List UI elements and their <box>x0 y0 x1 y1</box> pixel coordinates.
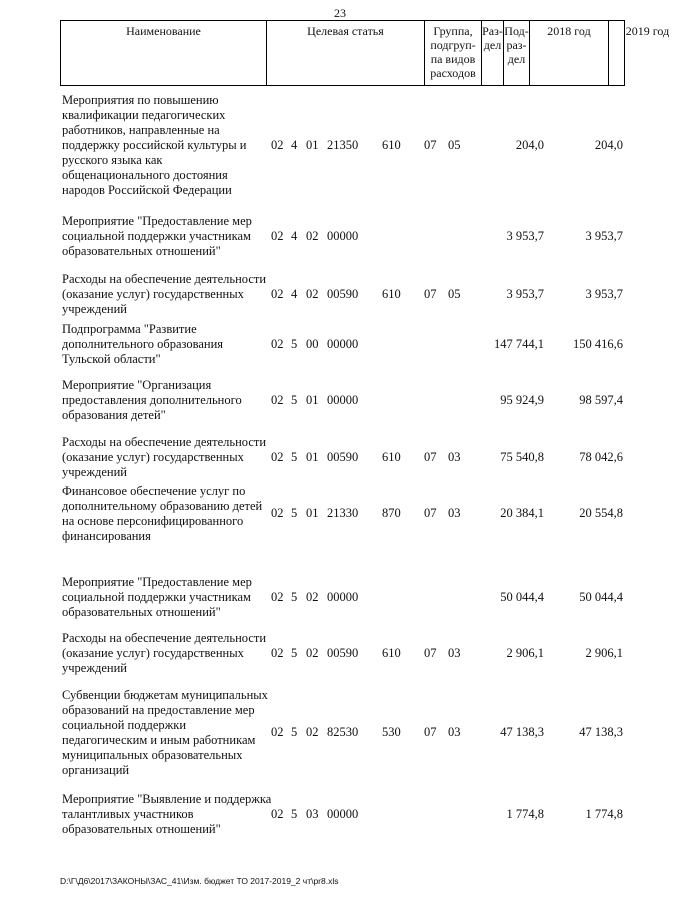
row-p4: 00000 <box>327 229 359 243</box>
table-row <box>60 435 625 484</box>
row-y2019: 1 774,8 <box>585 807 623 821</box>
row-p2: 4 <box>291 287 298 301</box>
row-p1: 02 <box>271 807 284 821</box>
row-p3: 01 <box>306 506 319 520</box>
row-p4: 21350 <box>327 138 359 152</box>
page-number: 23 <box>334 6 346 20</box>
row-name: Подпрограмма "Развитие дополнительного образования Тульской области" <box>62 322 224 366</box>
row-y2019: 20 554,8 <box>579 506 623 520</box>
table-row <box>60 322 625 378</box>
row-p4: 00590 <box>327 646 359 660</box>
row-p4: 82530 <box>327 725 359 739</box>
row-p1: 02 <box>271 138 284 152</box>
row-p3: 01 <box>306 138 319 152</box>
table-row <box>60 378 625 434</box>
row-p2: 5 <box>291 393 298 407</box>
header-group: Группа, подгруп- па видов расходов <box>424 21 481 85</box>
row-p1: 02 <box>271 506 284 520</box>
row-name: Расходы на обеспечение деятельности (оказание услуг) государственных учреждений <box>62 272 267 316</box>
row-p1: 02 <box>271 725 284 739</box>
header-target: Целевая статья <box>266 21 424 85</box>
row-name: Мероприятие "Предоставление мер социальной поддержки участникам образовательных отношений" <box>62 575 252 619</box>
row-y2018: 75 540,8 <box>500 450 544 464</box>
row-p4: 00000 <box>327 393 359 407</box>
table-row <box>60 688 625 791</box>
row-p2: 5 <box>291 450 298 464</box>
row-pr: 03 <box>448 450 461 464</box>
row-p3: 02 <box>306 725 319 739</box>
row-y2019: 50 044,4 <box>579 590 623 604</box>
row-group: 870 <box>382 506 401 520</box>
row-y2018: 3 953,7 <box>506 229 544 243</box>
row-y2019: 3 953,7 <box>585 229 623 243</box>
table-row <box>60 214 625 270</box>
table-row <box>60 484 625 574</box>
row-p2: 5 <box>291 590 298 604</box>
row-y2019: 2 906,1 <box>585 646 623 660</box>
row-group: 610 <box>382 138 401 152</box>
row-p2: 5 <box>291 506 298 520</box>
row-pr: 03 <box>448 725 461 739</box>
row-name: Мероприятие "Выявление и поддержка талантливых участников образовательных отношений" <box>62 792 272 836</box>
row-rz: 07 <box>424 287 437 301</box>
header-podrazdel: Под- раз- дел <box>503 21 529 85</box>
row-name: Расходы на обеспечение деятельности (оказание услуг) государственных учреждений <box>62 631 267 675</box>
row-p2: 5 <box>291 725 298 739</box>
row-pr: 03 <box>448 506 461 520</box>
row-y2018: 1 774,8 <box>506 807 544 821</box>
row-p3: 01 <box>306 450 319 464</box>
row-y2018: 147 744,1 <box>494 337 544 351</box>
row-p1: 02 <box>271 450 284 464</box>
row-y2018: 50 044,4 <box>500 590 544 604</box>
row-p4: 00590 <box>327 450 359 464</box>
row-rz: 07 <box>424 138 437 152</box>
header-razdel: Раз- дел <box>481 21 503 85</box>
row-name: Мероприятие "Организация предоставления дополнительного образования детей" <box>62 378 242 422</box>
row-p3: 02 <box>306 287 319 301</box>
row-p2: 5 <box>291 337 298 351</box>
row-p1: 02 <box>271 646 284 660</box>
row-p1: 02 <box>271 590 284 604</box>
row-p4: 00590 <box>327 287 359 301</box>
row-p2: 5 <box>291 646 298 660</box>
row-rz: 07 <box>424 725 437 739</box>
row-group: 530 <box>382 725 401 739</box>
table-row <box>60 575 625 631</box>
row-group: 610 <box>382 287 401 301</box>
row-pr: 03 <box>448 646 461 660</box>
row-rz: 07 <box>424 506 437 520</box>
header-2018: 2018 год <box>529 21 608 85</box>
row-p1: 02 <box>271 287 284 301</box>
row-pr: 05 <box>448 138 461 152</box>
row-y2019: 150 416,6 <box>573 337 623 351</box>
row-name: Субвенции бюджетам муниципальных образований на предоставление мер социальной поддержки педагогическим и иным работникам муниципальных образовательных организаций <box>62 688 268 777</box>
table-row <box>60 631 625 687</box>
row-p1: 02 <box>271 393 284 407</box>
row-pr: 05 <box>448 287 461 301</box>
table-row <box>60 93 625 213</box>
row-y2019: 204,0 <box>594 138 623 152</box>
row-y2019: 98 597,4 <box>579 393 623 407</box>
row-y2018: 3 953,7 <box>506 287 544 301</box>
row-group: 610 <box>382 450 401 464</box>
row-p3: 02 <box>306 646 319 660</box>
row-p3: 01 <box>306 393 319 407</box>
row-p2: 5 <box>291 807 298 821</box>
row-y2018: 2 906,1 <box>506 646 544 660</box>
row-y2019: 3 953,7 <box>585 287 623 301</box>
row-p1: 02 <box>271 229 284 243</box>
row-y2018: 20 384,1 <box>500 506 544 520</box>
row-p3: 03 <box>306 807 319 821</box>
row-name: Мероприятие "Предоставление мер социальной поддержки участникам образовательных отношений" <box>62 214 252 258</box>
row-p4: 00000 <box>327 337 359 351</box>
row-name: Расходы на обеспечение деятельности (оказание услуг) государственных учреждений <box>62 435 267 479</box>
row-group: 610 <box>382 646 401 660</box>
row-p2: 4 <box>291 229 298 243</box>
row-p3: 02 <box>306 590 319 604</box>
table-row <box>60 792 625 862</box>
row-name: Финансовое обеспечение услуг по дополнительному образованию детей на основе персонифицированного финансирования <box>62 484 263 543</box>
row-rz: 07 <box>424 450 437 464</box>
row-p3: 00 <box>306 337 319 351</box>
row-y2018: 95 924,9 <box>500 393 544 407</box>
row-p2: 4 <box>291 138 298 152</box>
row-y2019: 78 042,6 <box>579 450 623 464</box>
row-name: Мероприятия по повышению квалификации педагогических работников, направленные на поддержку российской культуры и русского языка как общенационального достояния народов Российской Федерации <box>62 93 247 197</box>
row-p4: 00000 <box>327 590 359 604</box>
row-y2019: 47 138,3 <box>579 725 623 739</box>
header-2019: 2019 год <box>608 21 686 85</box>
header-name: Наименование <box>126 24 201 38</box>
row-y2018: 204,0 <box>515 138 544 152</box>
row-p3: 02 <box>306 229 319 243</box>
table-row <box>60 272 625 322</box>
row-p1: 02 <box>271 337 284 351</box>
row-p4: 21330 <box>327 506 359 520</box>
row-rz: 07 <box>424 646 437 660</box>
table-header <box>60 20 670 86</box>
row-y2018: 47 138,3 <box>500 725 544 739</box>
file-path-footer: D:\Г\Д6\2017\ЗАКОНЫ\ЗАС_41\Изм. бюджет ТО 2017-2019_2 чт\pr8.xls <box>60 876 339 886</box>
row-p4: 00000 <box>327 807 359 821</box>
